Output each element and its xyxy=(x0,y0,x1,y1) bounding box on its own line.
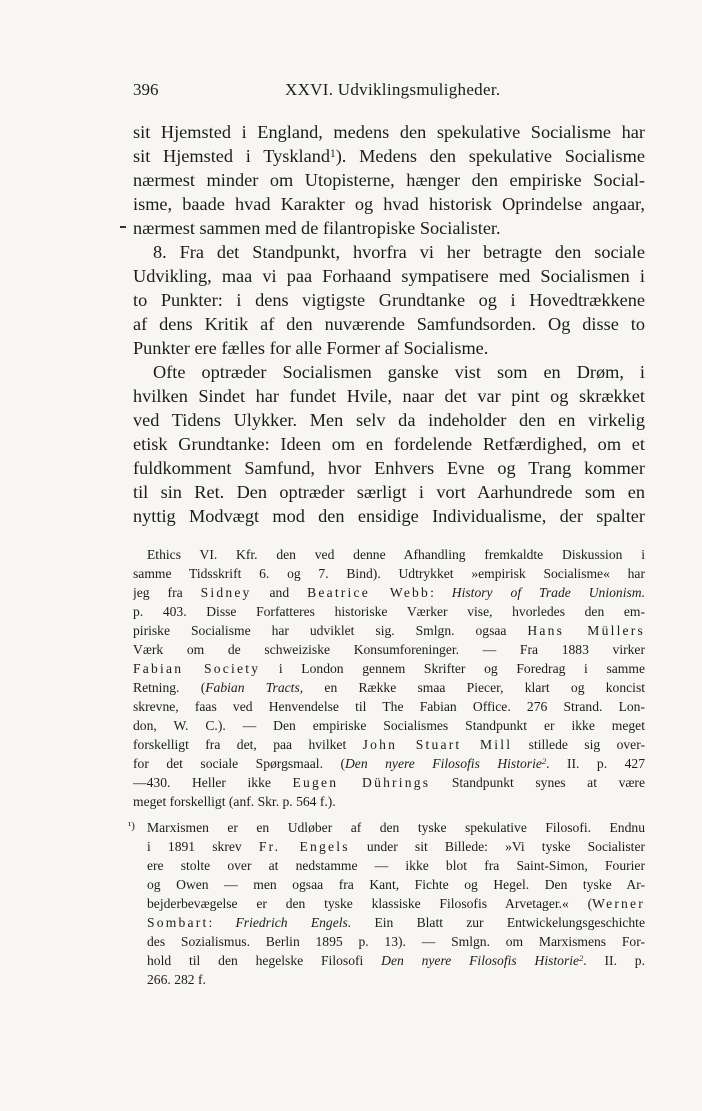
footnote-line: skrevne, faas ved Henvendelse til The Fabian Office. 276 Strand. Lon- xyxy=(133,699,645,714)
text-line: etisk Grundtanke: Ideen om en fordelende Retfærdighed, om et xyxy=(133,434,645,454)
footnote-line: meget forskelligt (anf. Skr. p. 564 f.). xyxy=(133,794,336,809)
text-line: to Punkter: i dens vigtigste Grundtanke og i Hovedtrækkene xyxy=(133,290,645,310)
text-line: af dens Kritik af den nuværende Samfundsorden. Og disse to xyxy=(133,314,645,334)
footnote-line: og Owen — men ogsaa fra Kant, Fichte og Hegel. Den tyske Ar- xyxy=(147,877,645,892)
footnote-line: 266. 282 f. xyxy=(147,972,206,987)
footnote-line: Ethics VI. Kfr. den ved denne Afhandling fremkaldte Diskussion i xyxy=(147,547,645,562)
text-line: sit Hjemsted i Tyskland$^1$). Medens den spekulative Socialisme xyxy=(133,146,645,166)
footnote-line: Sombart: Friedrich Engels. Ein Blatt zur Entwickelungsgeschichte xyxy=(147,915,645,930)
footnote-line: hold til den hegelske Filosofi Den nyere Filosofis Historie$^2$. II. p. xyxy=(147,953,645,968)
margin-mark xyxy=(120,226,126,228)
footnote-line: p. 403. Disse Forfatteres historiske Værker vise, hvorledes den em- xyxy=(133,604,645,619)
footnote-line: des Sozialismus. Berlin 1895 p. 13). — Smlgn. om Marxismens For- xyxy=(147,934,645,949)
footnote-line: piriske Socialisme har udviklet sig. Smlgn. ogsaa Hans Müllers xyxy=(133,623,645,638)
footnote-line: forskelligt fra det, paa hvilket John Stuart Mill stillede sig over- xyxy=(133,737,645,752)
main-text xyxy=(133,120,645,540)
footnote-line: don, W. C.). — Den empiriske Socialismes Standpunkt er ikke meget xyxy=(133,718,645,733)
text-line: Punkter ere fælles for alle Former af Socialisme. xyxy=(133,338,489,358)
page-number: 396 xyxy=(133,80,159,99)
text-line: Ofte optræder Socialismen ganske vist som en Drøm, i xyxy=(153,362,645,382)
text-line: sit Hjemsted i England, medens den spekulative Socialisme har xyxy=(133,122,645,142)
footnote-line: ere stolte over at nedstamme — ikke blot fra Saint-Simon, Fourier xyxy=(147,858,645,873)
text-line: nærmest minder om Utopisterne, hænger den empiriske Social- xyxy=(133,170,645,190)
footnote-line: Marxismen er en Udløber af den tyske spekulative Filosofi. Endnu xyxy=(147,820,645,835)
footnote-line: for det sociale Spørgsmaal. (Den nyere Filosofis Historie$^2$. II. p. 427 xyxy=(133,756,645,771)
footnotes xyxy=(128,545,645,1005)
footnote-line: Retning. (Fabian Tracts, en Række smaa Piecer, klart og koncist xyxy=(133,680,645,695)
text-line: nyttig Modvægt mod den ensidige Individualisme, der spalter xyxy=(133,506,645,526)
footnote-ref: 1 xyxy=(330,147,336,160)
footnote-line: i 1891 skrev Fr. Engels under sit Billede: »Vi tyske Socialister xyxy=(147,839,645,854)
running-head: XXVI. Udviklingsmuligheder. xyxy=(285,80,501,99)
footnote-line: jeg fra Sidney and Beatrice Webb: History of Trade Unionism. xyxy=(133,585,645,600)
text-line: hvilken Sindet har fundet Hvile, naar det var pint og skrækket xyxy=(133,386,645,406)
footnote-line: —430. Heller ikke Eugen Dührings Standpunkt synes at være xyxy=(133,775,645,790)
text-line: isme, baade hvad Karakter og hvad historisk Oprindelse angaar, xyxy=(133,194,645,214)
text-line: ved Tidens Ulykker. Men selv da indeholder den en virkelig xyxy=(133,410,645,430)
footnote-line: Fabian Society i London gennem Skrifter og Foredrag i samme xyxy=(133,661,645,676)
footnote-marker: ¹) xyxy=(128,820,135,832)
text-line: fuldkomment Samfund, hvor Enhvers Evne og Trang kommer xyxy=(133,458,645,478)
text-line: nærmest sammen med de filantropiske Socialister. xyxy=(133,218,501,238)
footnote-line: bejderbevægelse er den tyske klassiske Filosofis Arvetager.« (Werner xyxy=(147,896,645,911)
text-line: 8. Fra det Standpunkt, hvorfra vi her betragte den sociale xyxy=(153,242,645,262)
text-line: til sin Ret. Den optræder særligt i vort Aarhundrede som en xyxy=(133,482,645,502)
footnote-line: Værk om de schweiziske Konsumforeninger. — Fra 1883 virker xyxy=(133,642,645,657)
page-header xyxy=(133,80,645,104)
text-line: Udvikling, maa vi paa Forhaand sympatisere med Socialismen i xyxy=(133,266,645,286)
footnote-line: samme Tidsskrift 6. og 7. Bind). Udtrykket »empirisk Socialisme« har xyxy=(133,566,645,581)
